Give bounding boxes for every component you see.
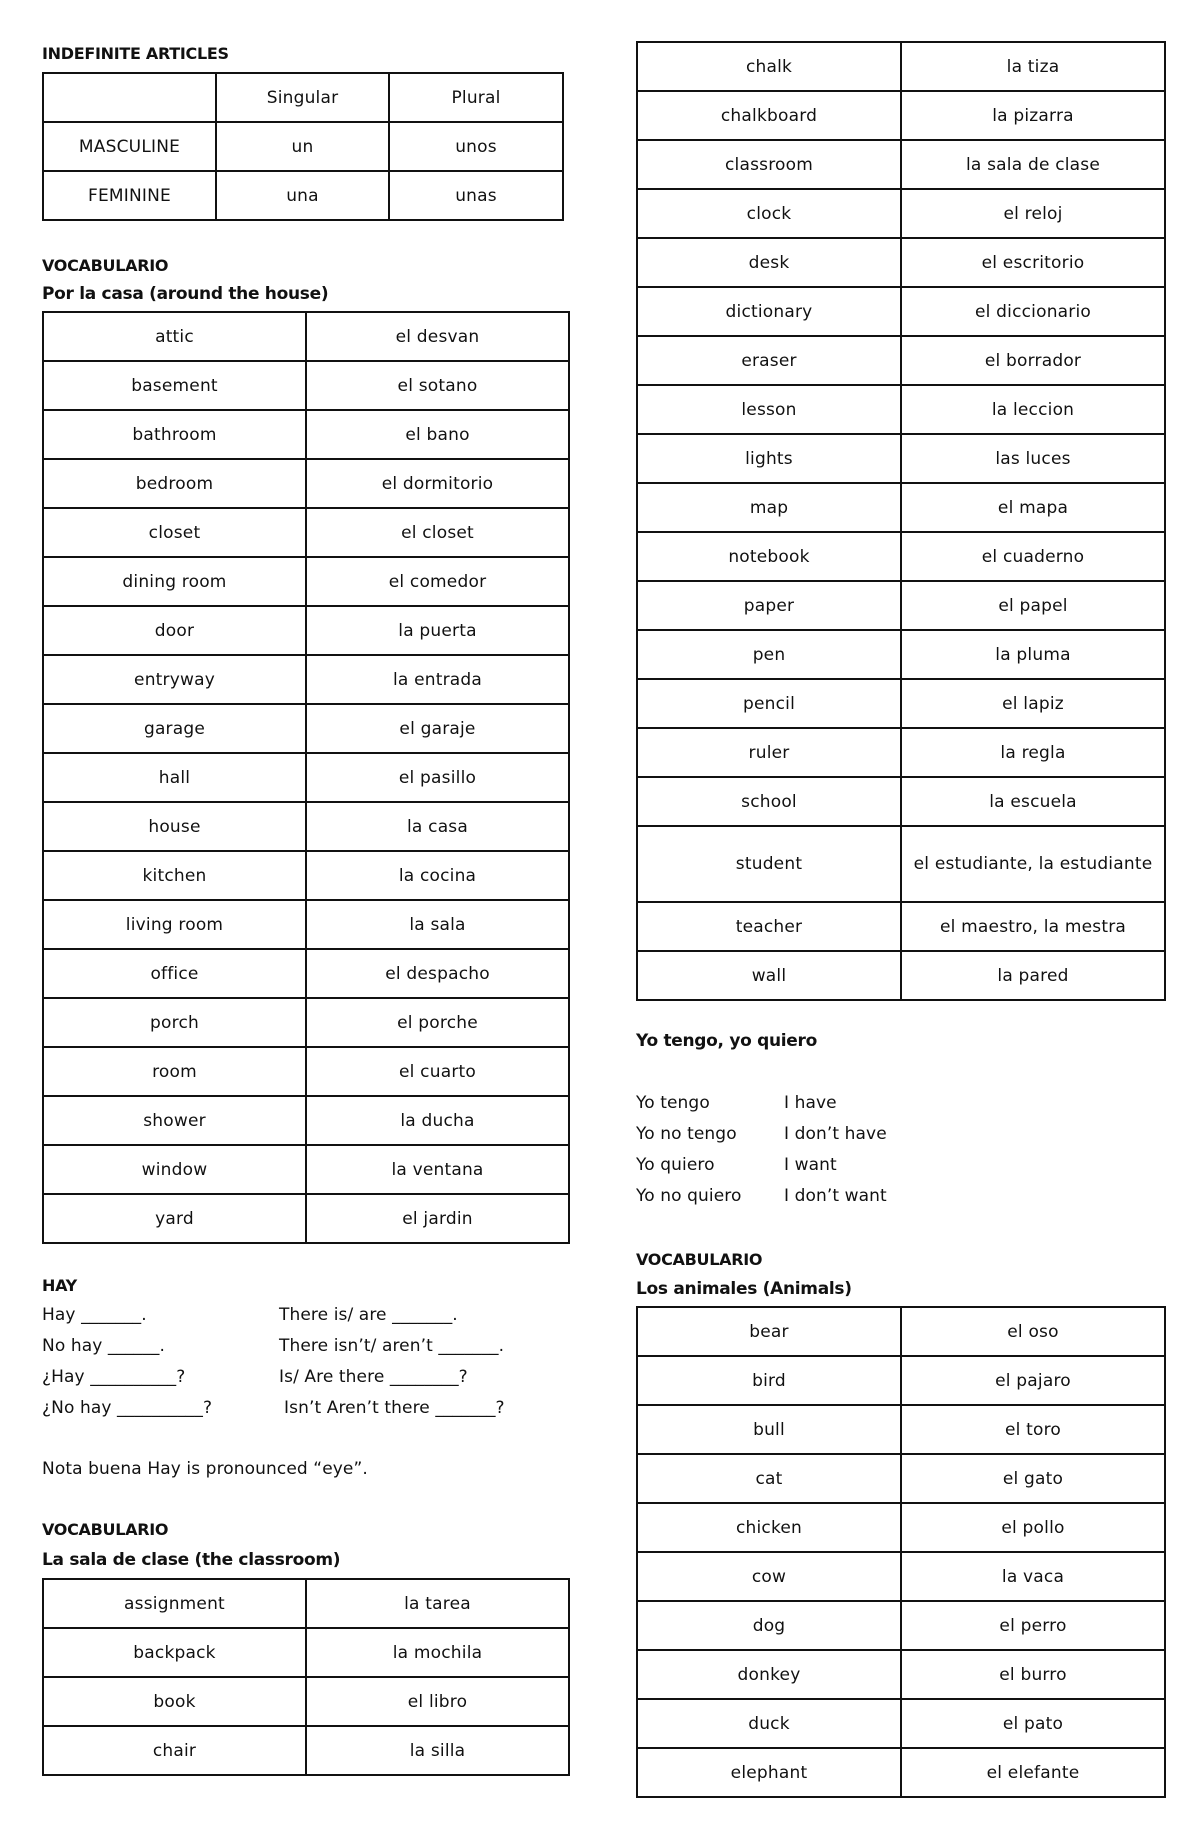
table-cell: el garaje (306, 704, 569, 753)
table-cell: una (216, 171, 389, 220)
table-cell: el libro (306, 1677, 569, 1726)
tengo-spanish-line: Yo tengo (636, 1093, 710, 1113)
indefinite-articles-title: INDEFINITE ARTICLES (42, 44, 229, 63)
table-cell: bedroom (43, 459, 306, 508)
table-cell: bird (637, 1356, 901, 1405)
table-cell: door (43, 606, 306, 655)
table-row (637, 1748, 1165, 1797)
table-cell: porch (43, 998, 306, 1047)
table-header-cell: Singular (216, 73, 389, 122)
table-row (637, 1699, 1165, 1748)
table-cell: la pluma (901, 630, 1165, 679)
table-cell: el desvan (306, 312, 569, 361)
classroom-vocab-table-left (42, 1578, 570, 1776)
table-row (43, 753, 569, 802)
table-cell: room (43, 1047, 306, 1096)
table-cell: la sala de clase (901, 140, 1165, 189)
table-cell: el comedor (306, 557, 569, 606)
table-cell: las luces (901, 434, 1165, 483)
table-row (43, 949, 569, 998)
table-row (637, 1405, 1165, 1454)
table-cell: el reloj (901, 189, 1165, 238)
table-cell: la entrada (306, 655, 569, 704)
table-cell: la pizarra (901, 91, 1165, 140)
table-row (43, 802, 569, 851)
table-row (637, 1307, 1165, 1356)
table-cell: yard (43, 1194, 306, 1243)
table-row (43, 508, 569, 557)
table-cell: el cuarto (306, 1047, 569, 1096)
table-header-cell (43, 73, 216, 122)
table-cell: book (43, 1677, 306, 1726)
tengo-spanish-line: Yo no tengo (636, 1124, 737, 1144)
table-row (637, 728, 1165, 777)
table-cell: el bano (306, 410, 569, 459)
table-cell: el oso (901, 1307, 1165, 1356)
table-cell: el despacho (306, 949, 569, 998)
table-row (637, 1552, 1165, 1601)
table-cell: house (43, 802, 306, 851)
table-cell: cat (637, 1454, 901, 1503)
table-row (43, 998, 569, 1047)
table-cell: el escritorio (901, 238, 1165, 287)
hay-english-line: Is/ Are there ________? (279, 1367, 468, 1387)
animals-vocab-title: VOCABULARIO (636, 1250, 763, 1269)
table-row (637, 287, 1165, 336)
table-row (43, 704, 569, 753)
table-row (637, 483, 1165, 532)
tengo-title: Yo tengo, yo quiero (636, 1031, 818, 1051)
table-cell: el lapiz (901, 679, 1165, 728)
table-row (43, 361, 569, 410)
table-cell: office (43, 949, 306, 998)
table-cell: el porche (306, 998, 569, 1047)
table-cell: el diccionario (901, 287, 1165, 336)
table-row (43, 410, 569, 459)
hay-english-line: There is/ are _______. (279, 1305, 458, 1325)
table-cell: clock (637, 189, 901, 238)
hay-english-line: There isn’t/ aren’t _______. (279, 1336, 505, 1356)
table-cell: pen (637, 630, 901, 679)
table-cell: el pasillo (306, 753, 569, 802)
table-row (637, 1454, 1165, 1503)
table-row (637, 532, 1165, 581)
table-row (43, 1194, 569, 1243)
hay-spanish-line: Hay _______. (42, 1305, 147, 1325)
table-cell: el perro (901, 1601, 1165, 1650)
table-row (43, 459, 569, 508)
table-cell: el pato (901, 1699, 1165, 1748)
table-cell: student (637, 826, 901, 902)
table-row (637, 336, 1165, 385)
table-cell: attic (43, 312, 306, 361)
table-row (637, 1503, 1165, 1552)
table-cell: bull (637, 1405, 901, 1454)
table-row (43, 557, 569, 606)
table-cell: el maestro, la mestra (901, 902, 1165, 951)
table-cell: unas (389, 171, 563, 220)
tengo-spanish-line: Yo quiero (636, 1155, 715, 1175)
table-cell: hall (43, 753, 306, 802)
table-cell: el mapa (901, 483, 1165, 532)
table-cell: garage (43, 704, 306, 753)
table-cell: classroom (637, 140, 901, 189)
table-cell: el closet (306, 508, 569, 557)
animals-vocab-table (636, 1306, 1166, 1798)
table-row (43, 312, 569, 361)
table-row (637, 902, 1165, 951)
table-cell: map (637, 483, 901, 532)
table-row (43, 171, 563, 220)
table-row (43, 1047, 569, 1096)
table-cell: dining room (43, 557, 306, 606)
table-cell: la casa (306, 802, 569, 851)
table-cell: closet (43, 508, 306, 557)
tengo-spanish-line: Yo no quiero (636, 1186, 742, 1206)
table-cell: teacher (637, 902, 901, 951)
table-cell: el elefante (901, 1748, 1165, 1797)
table-cell: la silla (306, 1726, 569, 1775)
table-cell: el burro (901, 1650, 1165, 1699)
table-cell: backpack (43, 1628, 306, 1677)
table-row (43, 851, 569, 900)
hay-spanish-line: ¿Hay __________? (42, 1367, 186, 1387)
table-cell: cow (637, 1552, 901, 1601)
table-cell: assignment (43, 1579, 306, 1628)
table-cell: el jardin (306, 1194, 569, 1243)
table-cell: chicken (637, 1503, 901, 1552)
table-cell: el pajaro (901, 1356, 1165, 1405)
table-row (637, 385, 1165, 434)
table-header-row (43, 73, 563, 122)
table-cell: unos (389, 122, 563, 171)
table-cell: la puerta (306, 606, 569, 655)
table-cell: la ventana (306, 1145, 569, 1194)
table-cell: notebook (637, 532, 901, 581)
table-row (637, 189, 1165, 238)
table-row (637, 434, 1165, 483)
table-row (637, 581, 1165, 630)
house-vocab-subtitle: Por la casa (around the house) (42, 284, 329, 304)
house-vocab-title: VOCABULARIO (42, 256, 169, 275)
table-row (637, 1601, 1165, 1650)
tengo-english-line: I don’t want (784, 1186, 887, 1206)
hay-spanish-line: ¿No hay __________? (42, 1398, 213, 1418)
table-cell: dictionary (637, 287, 901, 336)
table-cell: shower (43, 1096, 306, 1145)
house-vocab-table (42, 311, 570, 1244)
table-cell: wall (637, 951, 901, 1000)
table-cell: paper (637, 581, 901, 630)
table-row (43, 900, 569, 949)
hay-title: HAY (42, 1276, 77, 1295)
table-cell: chalkboard (637, 91, 901, 140)
table-cell: donkey (637, 1650, 901, 1699)
classroom-vocab-subtitle: La sala de clase (the classroom) (42, 1550, 341, 1570)
table-cell: el borrador (901, 336, 1165, 385)
table-cell: school (637, 777, 901, 826)
hay-note: Nota buena Hay is pronounced “eye”. (42, 1459, 368, 1479)
tengo-english-line: I want (784, 1155, 837, 1175)
table-cell: el estudiante, la estudiante (901, 826, 1165, 902)
table-cell: chalk (637, 42, 901, 91)
table-cell: la pared (901, 951, 1165, 1000)
table-row (637, 140, 1165, 189)
table-cell: el dormitorio (306, 459, 569, 508)
table-row (43, 1677, 569, 1726)
table-row (637, 951, 1165, 1000)
table-cell: dog (637, 1601, 901, 1650)
table-cell: el sotano (306, 361, 569, 410)
table-row (43, 122, 563, 171)
table-cell: la ducha (306, 1096, 569, 1145)
table-row (637, 1356, 1165, 1405)
table-row (637, 826, 1165, 902)
table-cell: la vaca (901, 1552, 1165, 1601)
table-cell: lights (637, 434, 901, 483)
table-row (43, 606, 569, 655)
table-row (43, 1726, 569, 1775)
table-cell: bathroom (43, 410, 306, 459)
hay-english-line: Isn’t Aren’t there _______? (284, 1398, 505, 1418)
table-header-cell: Plural (389, 73, 563, 122)
tengo-english-line: I have (784, 1093, 837, 1113)
table-row (43, 1628, 569, 1677)
table-cell: lesson (637, 385, 901, 434)
table-cell: la sala (306, 900, 569, 949)
table-row (637, 238, 1165, 287)
table-cell: elephant (637, 1748, 901, 1797)
table-cell: la tiza (901, 42, 1165, 91)
table-cell: el gato (901, 1454, 1165, 1503)
table-cell: desk (637, 238, 901, 287)
animals-vocab-subtitle: Los animales (Animals) (636, 1279, 852, 1299)
table-cell: el pollo (901, 1503, 1165, 1552)
table-cell: duck (637, 1699, 901, 1748)
table-cell: chair (43, 1726, 306, 1775)
table-cell: ruler (637, 728, 901, 777)
table-cell: eraser (637, 336, 901, 385)
table-cell: MASCULINE (43, 122, 216, 171)
table-row (43, 655, 569, 704)
table-row (637, 777, 1165, 826)
indefinite-articles-table (42, 72, 564, 221)
table-cell: entryway (43, 655, 306, 704)
table-row (637, 42, 1165, 91)
table-row (637, 91, 1165, 140)
table-row (637, 679, 1165, 728)
table-row (43, 1096, 569, 1145)
table-cell: el papel (901, 581, 1165, 630)
table-cell: basement (43, 361, 306, 410)
table-cell: un (216, 122, 389, 171)
table-row (43, 1145, 569, 1194)
table-cell: la mochila (306, 1628, 569, 1677)
table-cell: pencil (637, 679, 901, 728)
table-row (637, 630, 1165, 679)
table-cell: bear (637, 1307, 901, 1356)
classroom-vocab-title: VOCABULARIO (42, 1520, 169, 1539)
table-row (637, 1650, 1165, 1699)
table-cell: el cuaderno (901, 532, 1165, 581)
table-cell: la escuela (901, 777, 1165, 826)
tengo-english-line: I don’t have (784, 1124, 887, 1144)
table-cell: la tarea (306, 1579, 569, 1628)
table-row (43, 1579, 569, 1628)
table-cell: la leccion (901, 385, 1165, 434)
classroom-vocab-table-right (636, 41, 1166, 1001)
table-cell: living room (43, 900, 306, 949)
table-cell: kitchen (43, 851, 306, 900)
hay-spanish-line: No hay ______. (42, 1336, 165, 1356)
table-cell: la regla (901, 728, 1165, 777)
table-cell: la cocina (306, 851, 569, 900)
table-cell: FEMININE (43, 171, 216, 220)
table-cell: el toro (901, 1405, 1165, 1454)
table-cell: window (43, 1145, 306, 1194)
